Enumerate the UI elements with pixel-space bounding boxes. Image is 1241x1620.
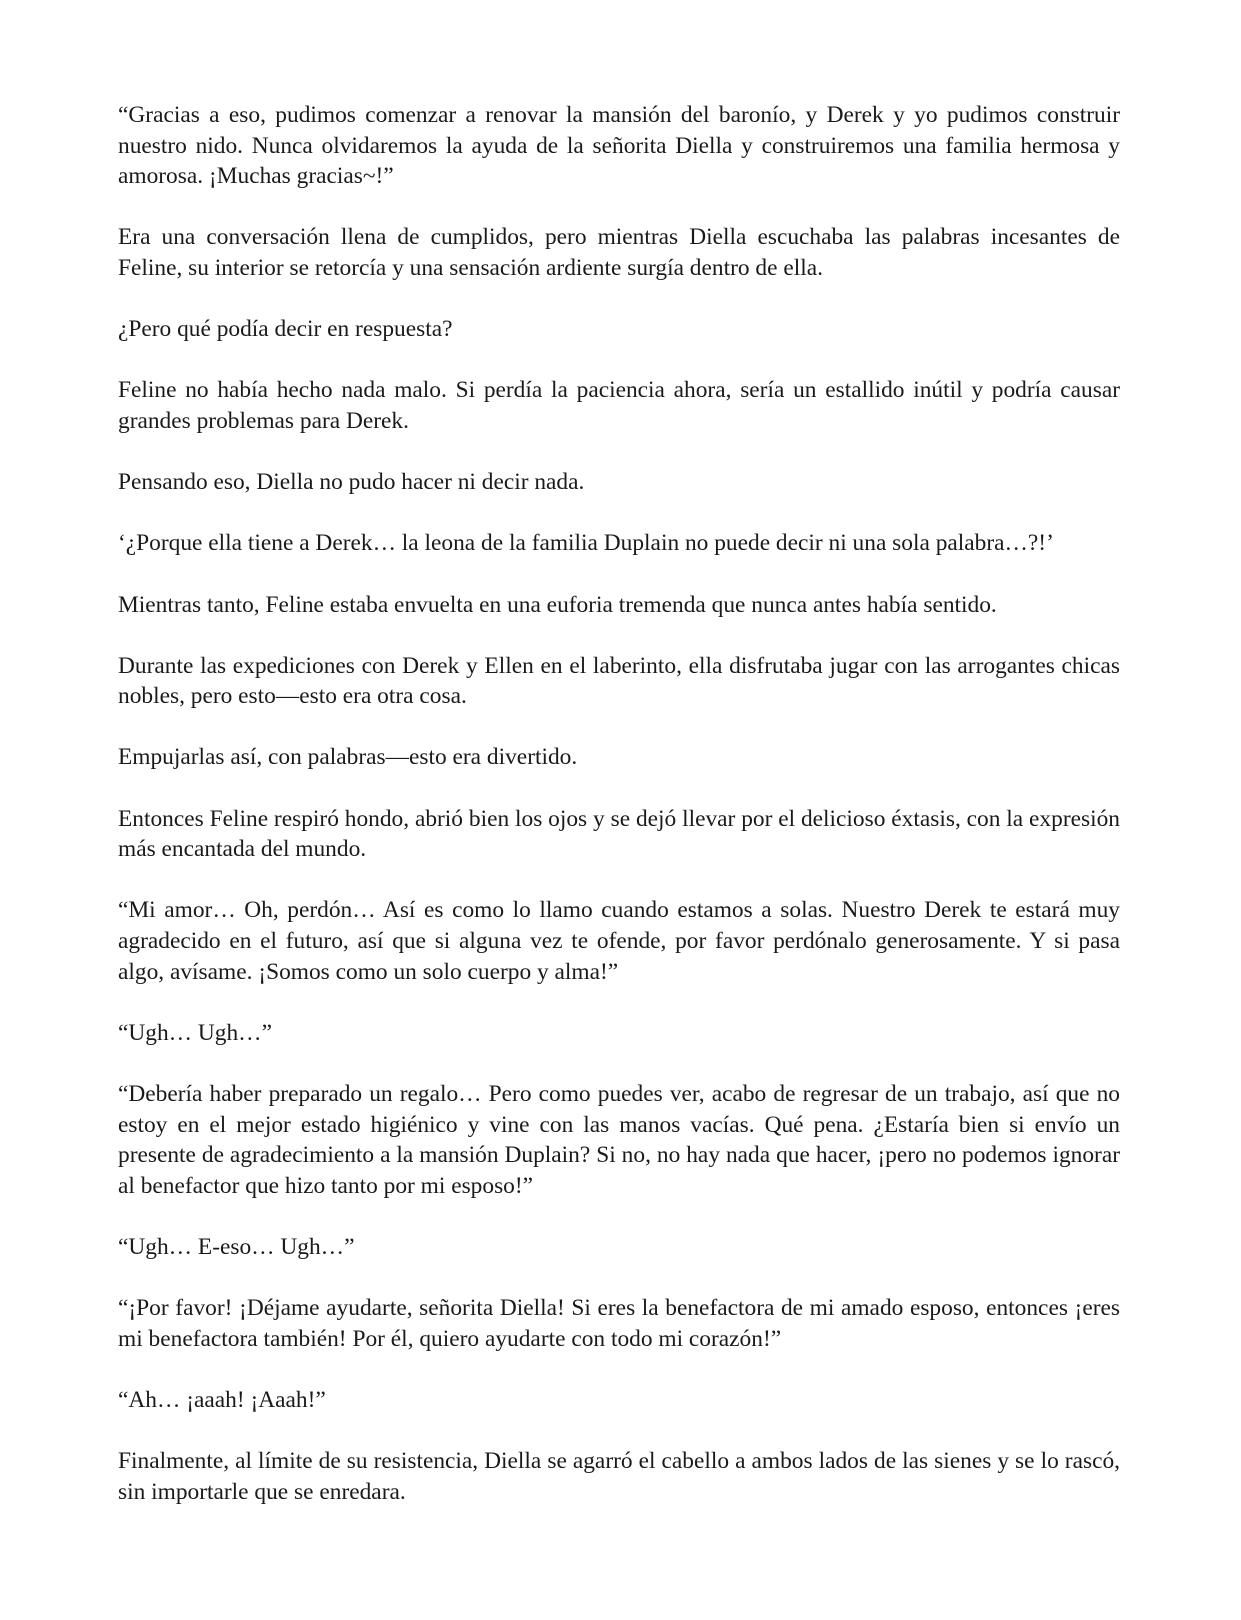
paragraph: Feline no había hecho nada malo. Si perdía la paciencia ahora, sería un estallido inútil y podría causar grandes problemas para Derek.	[118, 377, 1120, 434]
paragraph: “¡Por favor! ¡Déjame ayudarte, señorita Diella! Si eres la benefactora de mi amado esposo, entonces ¡eres mi benefactora también! Por él, quiero ayudarte con todo mi corazón!”	[118, 1295, 1120, 1352]
paragraph: ¿Pero qué podía decir en respuesta?	[118, 316, 453, 343]
paragraph: Entonces Feline respiró hondo, abrió bien los ojos y se dejó llevar por el delicioso éxtasis, con la expresión más encantada del mundo.	[118, 805, 1120, 863]
paragraph: “Mi amor… Oh, perdón… Así es como lo llamo cuando estamos a solas. Nuestro Derek te estará muy agradecido en el futuro, así que si alguna vez te ofende, por favor perdónalo generosamente. Y si pasa algo, avísame. ¡Somos como un solo cuerpo y alma!”	[118, 897, 1120, 985]
paragraph: Durante las expediciones con Derek y Ellen en el laberinto, ella disfrutaba jugar con las arrogantes chicas nobles, pero esto—esto era otra cosa.	[118, 652, 1120, 710]
paragraph: “Ah… ¡aaah! ¡Aaah!”	[118, 1386, 326, 1413]
paragraph: Empujarlas así, con palabras—esto era divertido.	[118, 744, 578, 771]
paragraph: “Gracias a eso, pudimos comenzar a renovar la mansión del baronío, y Derek y yo pudimos construir nuestro nido. Nunca olvidaremos la ayuda de la señorita Diella y construiremos una familia hermosa y amorosa. ¡Muchas gracias~!”	[118, 102, 1120, 190]
paragraph: Era una conversación llena de cumplidos, pero mientras Diella escuchaba las palabras incesantes de Feline, su interior se retorcía y una sensación ardiente surgía dentro de ella.	[118, 224, 1120, 281]
paragraph: “Ugh… E-eso… Ugh…”	[118, 1233, 355, 1260]
paragraph: “Debería haber preparado un regalo… Pero como puedes ver, acabo de regresar de un trabajo, así que no estoy en el mejor estado higiénico y vine con las manos vacías. Qué pena. ¿Estaría bien si envío un presente de agradecimiento a la mansión Duplain? Si no, no hay nada que hacer, ¡pero no podemos ignorar al benefactor que hizo tanto por mi esposo!”	[118, 1081, 1120, 1199]
paragraph: Pensando eso, Diella no pudo hacer ni decir nada.	[118, 469, 585, 496]
document-page	[118, 100, 1120, 1507]
paragraph: Finalmente, al límite de su resistencia, Diella se agarró el cabello a ambos lados de las sienes y se lo rascó, sin importarle que se enredara.	[118, 1448, 1120, 1505]
paragraph: Mientras tanto, Feline estaba envuelta en una euforia tremenda que nunca antes había sentido.	[118, 591, 997, 618]
paragraph: ‘¿Porque ella tiene a Derek… la leona de la familia Duplain no puede decir ni una sola palabra…?!’	[118, 530, 1054, 557]
paragraph: “Ugh… Ugh…”	[118, 1019, 272, 1046]
